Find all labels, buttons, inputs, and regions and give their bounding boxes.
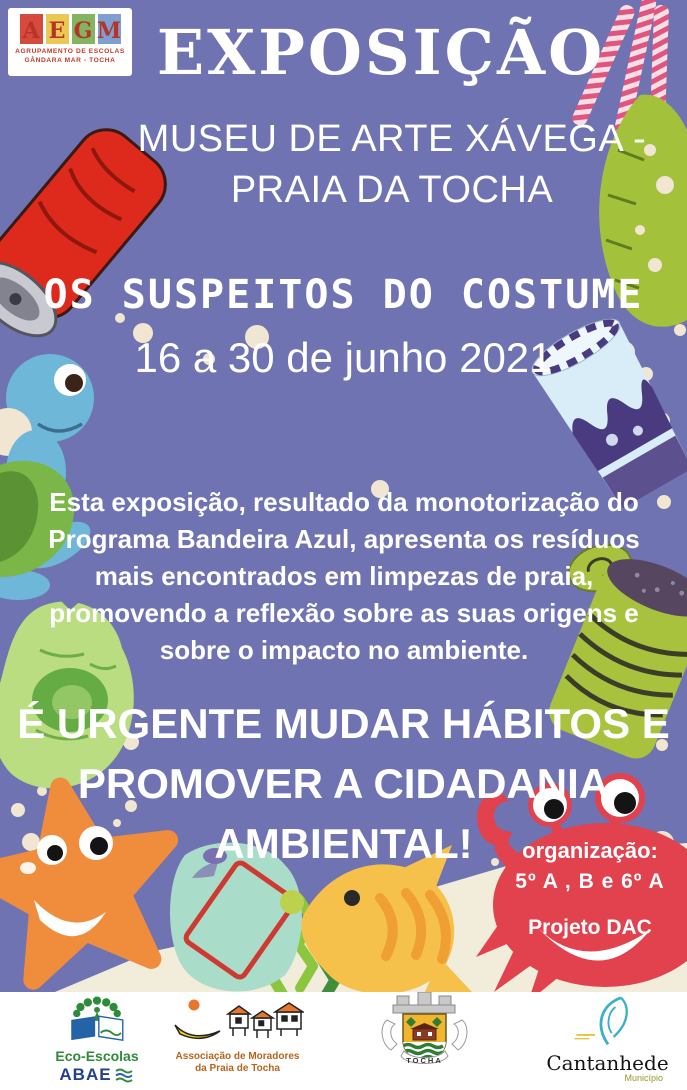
- organization-label: organização:: [522, 838, 658, 863]
- aegm-letter: A: [22, 18, 40, 44]
- aegm-org-line2: GÂNDARA MAR - TOCHA: [24, 56, 116, 64]
- cantanhede-name: Cantanhede: [546, 1051, 669, 1075]
- moradores-logo: [160, 998, 315, 1075]
- exhibition-description: Esta exposição, resultado da monotorização do Programa Bandeira Azul, apresenta os resíduos mais encontrados em limpezas de praia, promovendo a reflexão sobre as suas origens e sobre o impacto no ambiente.: [48, 487, 640, 665]
- aegm-letter: M: [96, 18, 122, 44]
- aegm-school-logo: [8, 8, 132, 76]
- cta-line1: É URGENTE MUDAR HÁBITOS E: [17, 700, 670, 747]
- cantanhede-logo: [540, 994, 675, 1083]
- organization-groups: 5º A , B e 6º A: [515, 870, 665, 893]
- subtitle-line2: PRAIA DA TOCHA: [230, 169, 554, 211]
- organization-project: Projeto DAC: [528, 916, 652, 939]
- cta-line3: AMBIENTAL!: [214, 820, 473, 867]
- cantanhede-subtitle: Município: [624, 1073, 663, 1083]
- partner-logos-footer: [0, 992, 687, 1090]
- cta-line2: PROMOVER A CIDADANIA: [77, 760, 610, 807]
- subtitle-line1: MUSEU DE ARTE XÁVEGA -: [137, 118, 647, 160]
- abae-wave-icon: [115, 1068, 135, 1083]
- aegm-org-name: [8, 48, 132, 65]
- aegm-letter: E: [48, 18, 66, 44]
- cantanhede-swirl-icon: [572, 994, 644, 1048]
- aegm-block-green: [72, 14, 95, 44]
- moradores-houses-boat-icon: [172, 998, 304, 1044]
- aegm-letter: G: [73, 18, 93, 44]
- tocha-shield-icon: [377, 992, 472, 1080]
- eco-escolas-name: Eco-Escolas: [55, 1048, 139, 1064]
- tocha-coat-of-arms: [372, 992, 477, 1085]
- aegm-block-red: [20, 14, 43, 44]
- exhibition-dates: 16 a 30 de junho 2021: [134, 334, 553, 381]
- tocha-banner-text: TOCHA: [406, 1056, 443, 1065]
- moradores-name-line1: Associação de Moradores: [175, 1051, 300, 1062]
- poster-title: EXPOSIÇÃO: [156, 16, 606, 89]
- poster-subtitle: [100, 114, 684, 216]
- eco-escolas-tree-book-icon: [65, 996, 129, 1042]
- aegm-block-yellow: [46, 14, 69, 44]
- aegm-block-blue: [98, 14, 121, 44]
- moradores-name-line2: da Praia de Tocha: [195, 1063, 280, 1074]
- aegm-letter-blocks: [8, 14, 132, 44]
- abae-name: ABAE: [59, 1065, 112, 1084]
- exhibition-name: OS SUSPEITOS DO COSTUME: [43, 272, 644, 318]
- eco-escolas-logo: [42, 996, 152, 1085]
- aegm-org-line1: AGRUPAMENTO DE ESCOLAS: [15, 48, 125, 55]
